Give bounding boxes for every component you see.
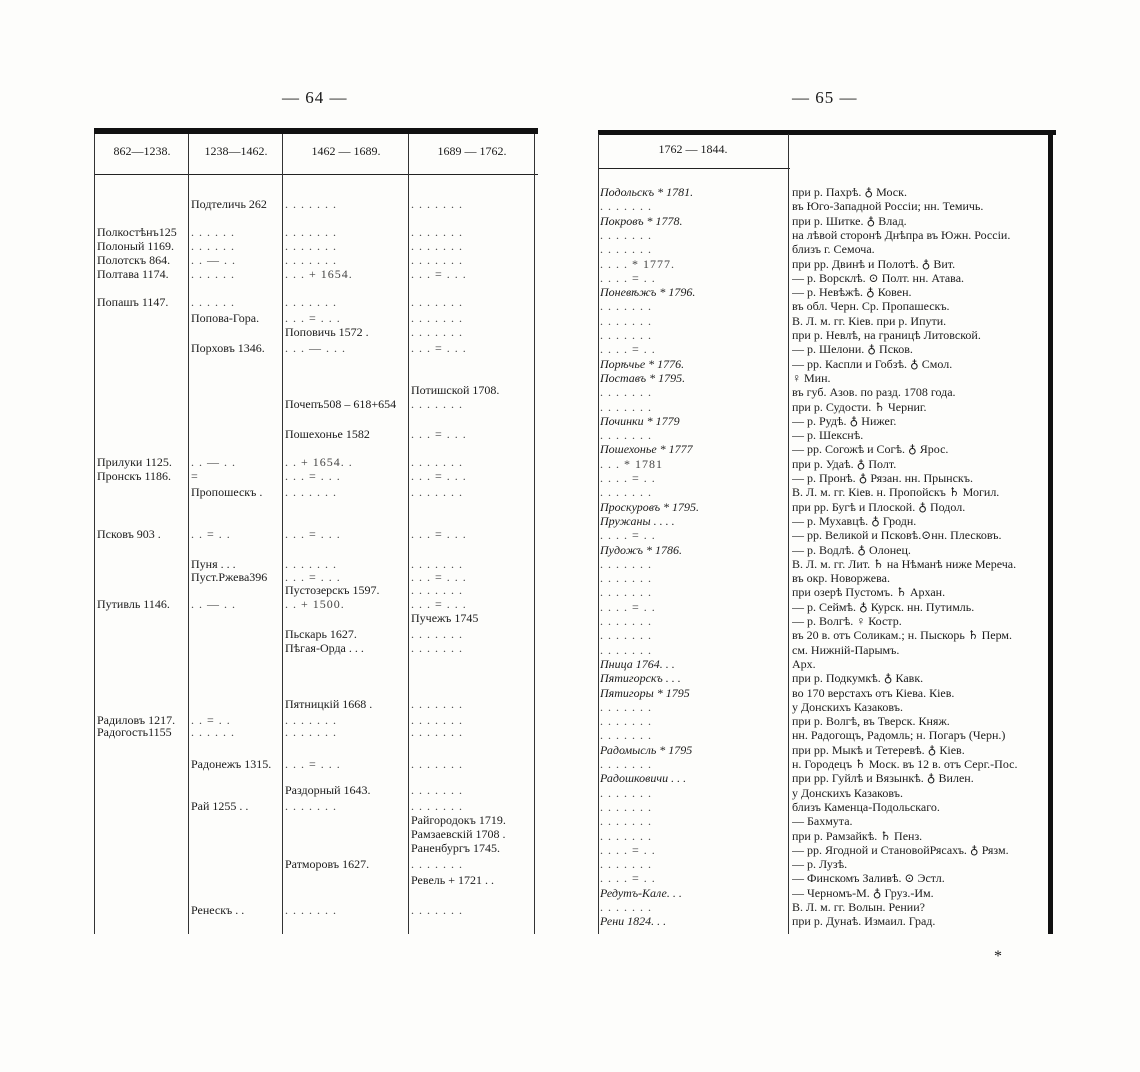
left-cell-r4-c3: . . . = . . . — [411, 268, 467, 281]
left-cell-r25-c3: . . . . . . . — [411, 726, 463, 739]
left-cell-r31-c3: Раненбургъ 1745. — [411, 842, 500, 855]
left-header-rule — [94, 174, 538, 175]
right-cell-r47-name: . . . . . . . — [600, 858, 652, 871]
right-cell-r28-desc: при озерѣ Пустомъ. ♄ Архан. — [792, 586, 946, 599]
left-header-col-1: 862—1238. — [113, 144, 171, 158]
right-cell-r17-desc: — р. Шекснѣ. — [792, 429, 864, 442]
left-page-table — [94, 128, 538, 938]
right-cell-r6-name: . . . . = . . — [600, 272, 656, 285]
right-cell-r30-desc: — р. Волгѣ. ♀ Костр. — [792, 615, 902, 628]
left-cell-r24-c1: . . = . . — [191, 714, 231, 727]
right-cell-r7-name: Поневѣжъ * 1796. — [600, 286, 696, 299]
right-cell-r26-desc: В. Л. м. гг. Лит. ♄ на Нѣманѣ ниже Мереча. — [792, 558, 1017, 571]
right-cell-r7-desc: — р. Невѣжѣ. ♁ Ковен. — [792, 286, 912, 299]
right-cell-r2-desc: при р. Шитке. ♁ Влад. — [792, 215, 907, 228]
right-cell-r44-name: . . . . . . . — [600, 815, 652, 828]
right-cell-r23-name: Пружаны . . . . — [600, 515, 675, 528]
left-cell-r15-c0: Псковъ 903 . — [97, 528, 161, 541]
left-col-divider-0 — [94, 134, 95, 934]
left-cell-r4-c0: Полтава 1174. — [97, 268, 169, 281]
right-cell-r41-name: Радошковичи . . . — [600, 772, 687, 785]
right-cell-r3-desc: на лѣвой сторонѣ Днѣпра въ Южн. Россіи. — [792, 229, 1011, 242]
right-cell-r46-name: . . . . = . . — [600, 844, 656, 857]
right-cell-r3-name: . . . . . . . — [600, 229, 652, 242]
left-cell-r2-c1: . . . . . . — [191, 240, 235, 253]
right-cell-r30-name: . . . . . . . — [600, 615, 652, 628]
left-cell-r0-c1: Подтеличь 262 — [191, 198, 267, 211]
right-edge-rule — [1048, 134, 1053, 934]
right-cell-r0-name: Подольскъ * 1781. — [600, 186, 694, 199]
left-cell-r19-c3: . . . = . . . — [411, 598, 467, 611]
left-cell-r7-c2: Поповичь 1572 . — [285, 326, 369, 339]
right-cell-r11-name: . . . . = . . — [600, 343, 656, 356]
left-cell-r10-c2: Почепъ508 – 618+654 — [285, 398, 397, 411]
left-cell-r5-c2: . . . . . . . — [285, 296, 337, 309]
left-cell-r17-c3: . . . = . . . — [411, 571, 467, 584]
left-cell-r5-c0: Попашъ 1147. — [97, 296, 169, 309]
left-cell-r25-c2: . . . . . . . — [285, 726, 337, 739]
left-cell-r15-c3: . . . = . . . — [411, 528, 467, 541]
right-cell-r42-desc: у Донскихъ Казаковъ. — [792, 787, 903, 800]
right-cell-r10-desc: при р. Невлѣ, на границѣ Литовской. — [792, 329, 981, 342]
left-cell-r33-c3: Ревель + 1721 . . — [411, 874, 494, 887]
left-cell-r26-c1: Радонежъ 1315. — [191, 758, 272, 771]
left-cell-r1-c2: . . . . . . . — [285, 226, 337, 239]
left-cell-r3-c1: . . — . . — [191, 254, 236, 267]
right-top-rule — [598, 130, 1056, 135]
left-col-divider-2 — [282, 134, 283, 934]
left-cell-r22-c2: Пѣгая-Орда . . . — [285, 642, 364, 655]
right-cell-r4-desc: близъ г. Семоча. — [792, 243, 875, 256]
left-cell-r24-c0: Радиловъ 1217. — [97, 714, 176, 727]
left-cell-r3-c2: . . . . . . . — [285, 254, 337, 267]
left-cell-r34-c1: Ренескъ . . — [191, 904, 245, 917]
left-cell-r34-c2: . . . . . . . — [285, 904, 337, 917]
right-cell-r24-desc: — рр. Великой и Псковѣ.⊙нн. Плесковъ. — [792, 529, 1002, 542]
left-cell-r29-c3: Райгородокъ 1719. — [411, 814, 506, 827]
right-cell-r12-desc: — рр. Каспли и Гобзѣ. ♁ Смол. — [792, 358, 953, 371]
right-cell-r38-desc: нн. Радогощъ, Радомль; н. Погаръ (Черн.) — [792, 729, 1006, 742]
left-cell-r12-c3: . . . . . . . — [411, 456, 463, 469]
right-cell-r43-desc: близъ Каменца-Подольскаго. — [792, 801, 940, 814]
left-page-number: — 64 — — [282, 88, 348, 107]
right-cell-r19-name: . . . * 1781 — [600, 458, 663, 471]
right-cell-r13-desc: ♀ Мин. — [792, 372, 831, 385]
right-cell-r25-name: Пудожъ * 1786. — [600, 544, 682, 557]
right-cell-r9-name: . . . . . . . — [600, 315, 652, 328]
right-cell-r13-name: Поставъ * 1795. — [600, 372, 686, 385]
left-cell-r0-c2: . . . . . . . — [285, 198, 337, 211]
left-col-divider-4 — [534, 134, 535, 934]
left-cell-r13-c3: . . . = . . . — [411, 470, 467, 483]
right-cell-r43-name: . . . . . . . — [600, 801, 652, 814]
right-cell-r33-name: Пница 1764. . . — [600, 658, 675, 671]
left-cell-r19-c0: Путивль 1146. — [97, 598, 170, 611]
left-cell-r2-c2: . . . . . . . — [285, 240, 337, 253]
left-cell-r19-c1: . . — . . — [191, 598, 236, 611]
right-cell-r34-name: Пятигорскъ . . . — [600, 672, 681, 685]
left-cell-r6-c1: Попова-Гора. — [191, 312, 260, 325]
left-cell-r8-c2: . . . — . . . — [285, 342, 346, 355]
left-cell-r21-c3: . . . . . . . — [411, 628, 463, 641]
left-cell-r16-c1: Пуня . . . — [191, 558, 236, 571]
right-cell-r18-desc: — рр. Согожѣ и Согѣ. ♁ Ярос. — [792, 443, 949, 456]
right-cell-r37-name: . . . . . . . — [600, 715, 652, 728]
left-cell-r4-c1: . . . . . . — [191, 268, 235, 281]
left-cell-r3-c0: Полотскъ 864. — [97, 254, 171, 267]
left-cell-r0-c3: . . . . . . . — [411, 198, 463, 211]
left-cell-r2-c0: Полоный 1169. — [97, 240, 174, 253]
right-cell-r15-name: . . . . . . . — [600, 401, 652, 414]
left-cell-r25-c0: Радогость1155 — [97, 726, 172, 739]
left-cell-r1-c1: . . . . . . — [191, 226, 235, 239]
left-cell-r14-c2: . . . . . . . — [285, 486, 337, 499]
left-cell-r15-c1: . . = . . — [191, 528, 231, 541]
right-cell-r26-name: . . . . . . . — [600, 558, 652, 571]
left-cell-r28-c1: Рай 1255 . . — [191, 800, 249, 813]
right-cell-r28-name: . . . . . . . — [600, 586, 652, 599]
right-cell-r6-desc: — р. Ворсклѣ. ⊙ Полт. нн. Атава. — [792, 272, 965, 285]
right-cell-r21-desc: В. Л. м. гг. Кіев. н. Пропойскъ ♄ Могил. — [792, 486, 1000, 499]
right-cell-r27-name: . . . . . . . — [600, 572, 652, 585]
left-cell-r13-c1: = — [191, 470, 199, 483]
left-cell-r14-c1: Пропошескъ . — [191, 486, 263, 499]
right-cell-r32-desc: см. Нижній-Парымъ. — [792, 644, 900, 657]
right-cell-r0-desc: при р. Пахрѣ. ♁ Моск. — [792, 186, 907, 199]
right-cell-r40-desc: н. Городецъ ♄ Моск. въ 12 в. отъ Серг.-Пос. — [792, 758, 1018, 771]
left-cell-r23-c3: . . . . . . . — [411, 698, 463, 711]
left-cell-r32-c2: Ратморовъ 1627. — [285, 858, 370, 871]
right-cell-r1-desc: въ Юго-Западной Россіи; нн. Темичь. — [792, 200, 984, 213]
right-cell-r39-name: Радомысль * 1795 — [600, 744, 693, 757]
right-cell-r51-desc: при р. Дунаѣ. Измаил. Град. — [792, 915, 936, 928]
right-cell-r8-desc: въ обл. Черн. Ср. Пропашескъ. — [792, 300, 950, 313]
left-cell-r4-c2: . . . + 1654. — [285, 268, 353, 281]
left-cell-r24-c3: . . . . . . . — [411, 714, 463, 727]
left-cell-r25-c1: . . . . . . — [191, 726, 235, 739]
left-cell-r14-c3: . . . . . . . — [411, 486, 463, 499]
left-cell-r5-c3: . . . . . . . — [411, 296, 463, 309]
right-cell-r27-desc: въ окр. Новоржева. — [792, 572, 890, 585]
right-cell-r41-desc: при рр. Гуйлѣ и Вязынкѣ. ♁ Вилен. — [792, 772, 974, 785]
left-cell-r7-c3: . . . . . . . — [411, 326, 463, 339]
left-cell-r26-c2: . . . = . . . — [285, 758, 341, 771]
right-cell-r35-desc: во 170 верстахъ отъ Кіева. Кіев. — [792, 687, 955, 700]
right-cell-r29-desc: — р. Сеймѣ. ♁ Курск. нн. Путимль. — [792, 601, 975, 614]
right-cell-r1-name: . . . . . . . — [600, 200, 652, 213]
left-cell-r34-c3: . . . . . . . — [411, 904, 463, 917]
left-cell-r8-c1: Порховъ 1346. — [191, 342, 265, 355]
left-cell-r16-c3: . . . . . . . — [411, 558, 463, 571]
left-cell-r24-c2: . . . . . . . — [285, 714, 337, 727]
right-cell-r8-name: . . . . . . . — [600, 300, 652, 313]
footer-asterisk: * — [994, 948, 1002, 965]
left-cell-r20-c3: Пучежъ 1745 — [411, 612, 479, 625]
right-cell-r51-name: Рени 1824. . . — [600, 915, 667, 928]
right-cell-r5-desc: при рр. Двинѣ и Полотѣ. ♁ Вит. — [792, 258, 956, 271]
right-col-divider-1 — [788, 134, 789, 934]
right-cell-r14-desc: въ губ. Азов. по разд. 1708 года. — [792, 386, 956, 399]
right-cell-r9-desc: В. Л. м. гг. Кіев. при р. Ипути. — [792, 315, 947, 328]
right-cell-r20-desc: — р. Пронѣ. ♁ Рязан. нн. Прынскъ. — [792, 472, 973, 485]
left-col-divider-1 — [188, 134, 189, 934]
left-col-divider-3 — [408, 134, 409, 934]
left-cell-r23-c2: Пятницкій 1668 . — [285, 698, 373, 711]
left-cell-r27-c3: . . . . . . . — [411, 784, 463, 797]
right-cell-r37-desc: при р. Волгѣ, въ Тверск. Княж. — [792, 715, 950, 728]
left-cell-r1-c0: Полкостѣнъ125 — [97, 226, 177, 239]
right-cell-r48-name: . . . . = . . — [600, 872, 656, 885]
left-header-col-2: 1238—1462. — [204, 144, 268, 158]
right-cell-r23-desc: — р. Мухавцѣ. ♁ Гродн. — [792, 515, 917, 528]
left-cell-r30-c3: Рамзаевскій 1708 . — [411, 828, 506, 841]
left-cell-r16-c2: . . . . . . . — [285, 558, 337, 571]
right-cell-r49-desc: — Черномъ-М. ♁ Груз.-Им. — [792, 887, 934, 900]
right-cell-r15-desc: при р. Судости. ♄ Черниг. — [792, 401, 927, 414]
right-cell-r31-desc: въ 20 в. отъ Соликам.; н. Пыскорь ♄ Перм. — [792, 629, 1013, 642]
left-cell-r13-c2: . . . = . . . — [285, 470, 341, 483]
right-cell-r17-name: . . . . . . . — [600, 429, 652, 442]
right-cell-r14-name: . . . . . . . — [600, 386, 652, 399]
right-cell-r20-name: . . . . = . . — [600, 472, 656, 485]
right-cell-r19-desc: при р. Удаѣ. ♁ Полт. — [792, 458, 897, 471]
right-cell-r11-desc: — р. Шелони. ♁ Псков. — [792, 343, 913, 356]
right-cell-r40-name: . . . . . . . — [600, 758, 652, 771]
left-cell-r8-c3: . . . = . . . — [411, 342, 467, 355]
right-header-col-1: 1762 — 1844. — [658, 142, 728, 156]
right-cell-r24-name: . . . . = . . — [600, 529, 656, 542]
right-cell-r50-name: . . . . . . . — [600, 901, 652, 914]
right-cell-r32-name: . . . . . . . — [600, 644, 652, 657]
right-cell-r50-desc: В. Л. м. гг. Волын. Рении? — [792, 901, 925, 914]
right-cell-r2-name: Покровъ * 1778. — [600, 215, 683, 228]
left-cell-r18-c2: Пустозерскъ 1597. — [285, 584, 380, 597]
left-header-col-4: 1689 — 1762. — [437, 144, 507, 158]
right-cell-r21-name: . . . . . . . — [600, 486, 652, 499]
left-cell-r28-c2: . . . . . . . — [285, 800, 337, 813]
left-cell-r32-c3: . . . . . . . — [411, 858, 463, 871]
right-cell-r47-desc: — р. Лузѣ. — [792, 858, 848, 871]
right-cell-r35-name: Пятигоры * 1795 — [600, 687, 690, 700]
left-cell-r9-c3: Потишской 1708. — [411, 384, 500, 397]
right-cell-r36-name: . . . . . . . — [600, 701, 652, 714]
left-cell-r12-c1: . . — . . — [191, 456, 236, 469]
left-cell-r6-c2: . . . = . . . — [285, 312, 341, 325]
right-cell-r31-name: . . . . . . . — [600, 629, 652, 642]
left-cell-r12-c0: Прилуки 1125. — [97, 456, 172, 469]
left-cell-r17-c1: Пуст.Ржева396 — [191, 571, 268, 584]
right-cell-r22-desc: при рр. Бугѣ и Плоской. ♁ Подол. — [792, 501, 966, 514]
right-page-number: — 65 — — [792, 88, 858, 107]
right-header-rule — [598, 168, 790, 169]
right-cell-r34-desc: при р. Подкумкѣ. ♁ Кавк. — [792, 672, 924, 685]
left-cell-r11-c3: . . . = . . . — [411, 428, 467, 441]
left-cell-r28-c3: . . . . . . . — [411, 800, 463, 813]
left-cell-r13-c0: Пронскъ 1186. — [97, 470, 172, 483]
left-cell-r1-c3: . . . . . . . — [411, 226, 463, 239]
left-cell-r11-c2: Пошехонье 1582 — [285, 428, 370, 441]
right-cell-r44-desc: — Бахмута. — [792, 815, 853, 828]
left-cell-r3-c3: . . . . . . . — [411, 254, 463, 267]
right-cell-r39-desc: при рр. Мыкѣ и Тетеревѣ. ♁ Кіев. — [792, 744, 965, 757]
left-cell-r5-c1: . . . . . . — [191, 296, 235, 309]
left-cell-r21-c2: Пьскарь 1627. — [285, 628, 357, 641]
right-col-divider-0 — [598, 134, 599, 934]
right-cell-r48-desc: — Финскомъ Заливѣ. ⊙ Эстл. — [792, 872, 945, 885]
right-cell-r10-name: . . . . . . . — [600, 329, 652, 342]
left-header-col-3: 1462 — 1689. — [311, 144, 381, 158]
right-cell-r46-desc: — рр. Ягодной и СтановойРясахъ. ♁ Рязм. — [792, 844, 1009, 857]
right-cell-r45-name: . . . . . . . — [600, 830, 652, 843]
left-cell-r18-c3: . . . . . . . — [411, 584, 463, 597]
right-cell-r16-desc: — р. Рудѣ. ♁ Нижег. — [792, 415, 897, 428]
right-cell-r42-name: . . . . . . . — [600, 787, 652, 800]
left-cell-r19-c2: . . + 1500. — [285, 598, 345, 611]
right-cell-r16-name: Починки * 1779 — [600, 415, 680, 428]
right-cell-r22-name: Проскуровъ * 1795. — [600, 501, 700, 514]
right-cell-r38-name: . . . . . . . — [600, 729, 652, 742]
left-top-rule — [94, 128, 538, 134]
right-cell-r4-name: . . . . . . . — [600, 243, 652, 256]
right-cell-r45-desc: при р. Рамзайкѣ. ♄ Пенз. — [792, 830, 923, 843]
right-cell-r49-name: Редутъ-Кале. . . — [600, 887, 682, 900]
left-cell-r15-c2: . . . = . . . — [285, 528, 341, 541]
right-page-table — [598, 128, 1056, 938]
left-cell-r27-c2: Раздорный 1643. — [285, 784, 371, 797]
left-cell-r26-c3: . . . . . . . — [411, 758, 463, 771]
right-cell-r36-desc: у Донскихъ Казаковъ. — [792, 701, 903, 714]
left-cell-r10-c3: . . . . . . . — [411, 398, 463, 411]
left-cell-r6-c3: . . . . . . . — [411, 312, 463, 325]
right-cell-r18-name: Пошехонье * 1777 — [600, 443, 693, 456]
left-cell-r17-c2: . . . = . . . — [285, 571, 341, 584]
left-cell-r22-c3: . . . . . . . — [411, 642, 463, 655]
left-cell-r2-c3: . . . . . . . — [411, 240, 463, 253]
right-cell-r29-name: . . . . = . . — [600, 601, 656, 614]
right-cell-r5-name: . . . . * 1777. — [600, 258, 675, 271]
left-cell-r12-c2: . . + 1654. . — [285, 456, 353, 469]
right-cell-r12-name: Порѣчье * 1776. — [600, 358, 685, 371]
right-cell-r33-desc: Арх. — [792, 658, 816, 671]
right-cell-r25-desc: — р. Водлѣ. ♁ Олонец. — [792, 544, 911, 557]
